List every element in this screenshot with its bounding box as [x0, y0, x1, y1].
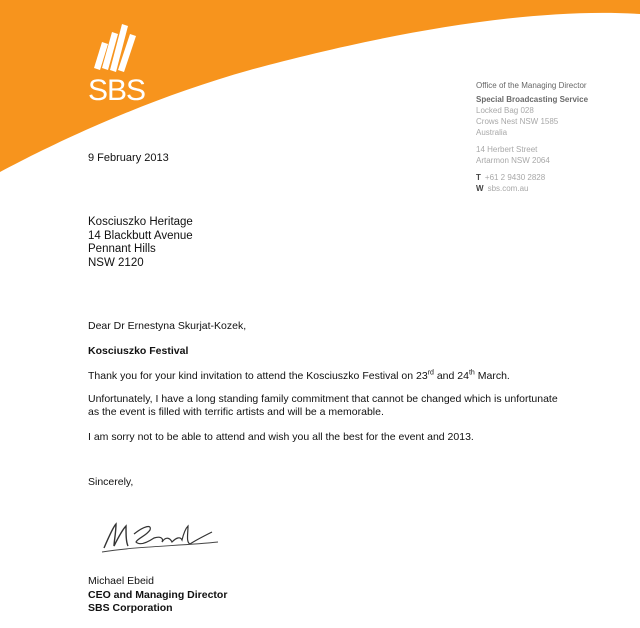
- organisation-name: Special Broadcasting Service: [476, 95, 589, 104]
- street-line-1: 14 Herbert Street: [476, 145, 538, 154]
- paragraph-1: [88, 370, 558, 383]
- phone-line: [476, 172, 588, 183]
- postal-line-2: Crows Nest NSW 1585: [476, 117, 559, 126]
- paragraph-3: I am sorry not to be able to attend and wish you all the best for the event and 2013.: [88, 431, 474, 443]
- paragraph-1-text-a: Thank you for your kind invitation to attend the Kosciuszko Festival on 23: [88, 370, 428, 382]
- paragraph-1-sup-a: rd: [427, 369, 434, 377]
- web-line: [476, 183, 588, 194]
- signer-title: CEO and Managing Director: [88, 588, 228, 601]
- signer-name: Michael Ebeid: [88, 575, 154, 587]
- phone-label: T: [476, 173, 481, 182]
- logo-wordmark: SBS: [88, 74, 146, 107]
- postal-line-1: Locked Bag 028: [476, 106, 534, 115]
- subject-line: Kosciuszko Festival: [88, 345, 189, 357]
- recipient-line-1: Kosciuszko Heritage: [88, 216, 193, 228]
- web-address: sbs.com.au: [487, 184, 529, 193]
- letter-body: [88, 320, 558, 456]
- paragraph-1-text-b: and 24: [433, 370, 469, 382]
- signer-block: [88, 575, 227, 616]
- recipient-address: [88, 216, 193, 270]
- paragraph-1-text-c: March.: [474, 370, 510, 382]
- phone-number: +61 2 9430 2828: [484, 173, 546, 182]
- recipient-line-2: 14 Blackbutt Avenue: [88, 229, 193, 242]
- letterhead-contact-block: [476, 80, 588, 194]
- web-label: W: [476, 184, 484, 193]
- paragraph-1-sup-b: th: [468, 369, 475, 377]
- salutation: Dear Dr Ernestyna Skurjat-Kozek,: [88, 320, 247, 332]
- recipient-line-4: NSW 2120: [88, 256, 144, 269]
- signer-company: SBS Corporation: [88, 602, 173, 614]
- recipient-line-3: Pennant Hills: [88, 243, 156, 255]
- closing: Sincerely,: [88, 476, 134, 488]
- office-title: Office of the Managing Director: [476, 81, 587, 90]
- postal-line-3: Australia: [476, 128, 508, 137]
- handwritten-signature: [100, 512, 220, 556]
- paragraph-2: Unfortunately, I have a long standing family commitment that cannot be changed which is unfortunate as the event is filled with terrific artists and will be a memorable.: [88, 393, 558, 418]
- letter-date: 9 February 2013: [88, 152, 169, 164]
- street-line-2: Artarmon NSW 2064: [476, 156, 550, 165]
